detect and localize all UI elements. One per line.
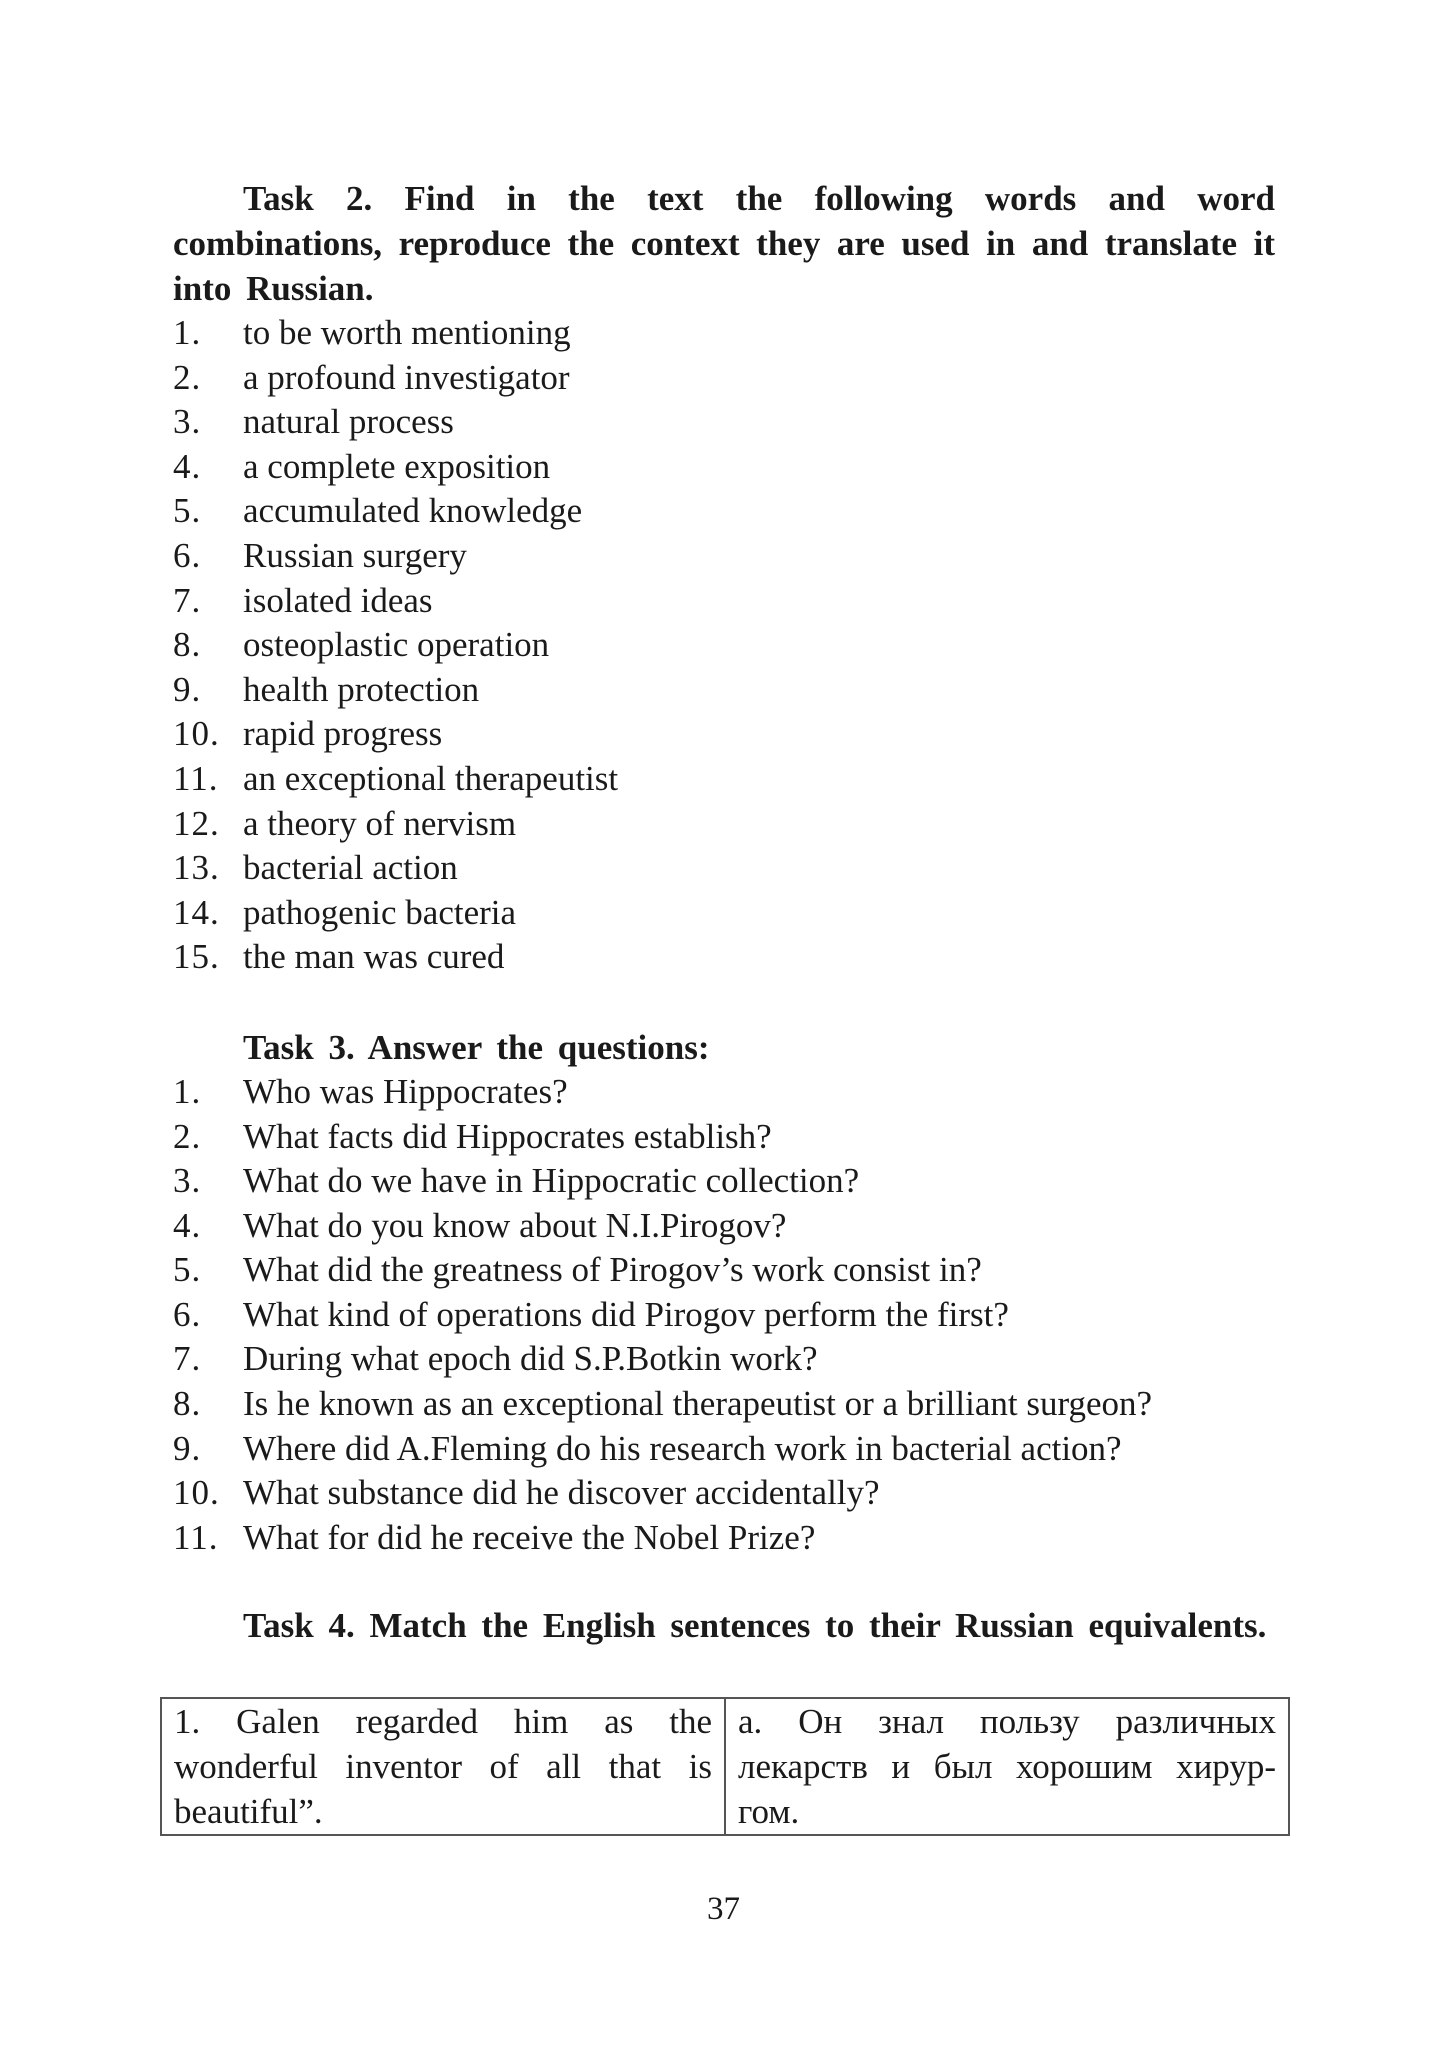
item-number: 9. [173, 669, 202, 709]
item-text: What facts did Hippocrates establish? [243, 1116, 772, 1156]
list-item [173, 1070, 1275, 1115]
item-number: 9. [173, 1428, 202, 1468]
task-3-heading: Task 3. Answer the questions: [243, 1027, 710, 1067]
list-item [173, 712, 1275, 757]
item-text: an exceptional therapeutist [243, 758, 619, 798]
item-number: 2. [173, 1116, 202, 1156]
item-number: 13. [173, 848, 220, 888]
page-number: 37 [707, 1891, 740, 1927]
item-text: What kind of operations did Pirogov perform the first? [243, 1294, 1009, 1334]
list-item [173, 534, 1275, 579]
item-text: a theory of nervism [243, 803, 517, 843]
list-item [173, 891, 1275, 936]
item-text: What for did he receive the Nobel Prize? [243, 1517, 816, 1557]
item-text: isolated ideas [243, 580, 433, 620]
list-item [173, 1427, 1275, 1472]
list-item [173, 846, 1275, 891]
item-text: the man was cured [243, 937, 505, 977]
item-text: Russian surgery [243, 535, 467, 575]
list-item [173, 1337, 1275, 1382]
matching-table [160, 1697, 1290, 1836]
item-text: rapid progress [243, 714, 443, 754]
item-text: to be worth mentioning [243, 313, 571, 352]
list-item [173, 1248, 1275, 1293]
list-item [173, 802, 1275, 847]
item-text: What do you know about N.I.Pirogov? [243, 1205, 787, 1245]
list-item [173, 668, 1275, 713]
item-number: 6. [173, 1294, 202, 1334]
list-item [173, 1516, 1275, 1561]
spacer [173, 980, 1275, 1025]
list-item [173, 445, 1275, 490]
item-text: pathogenic bacteria [243, 892, 517, 932]
item-number: 3. [173, 402, 202, 442]
item-number: 1. [173, 1071, 202, 1111]
task-2-list [173, 311, 1275, 980]
list-item [173, 489, 1275, 534]
item-text: What do we have in Hippocratic collection? [243, 1161, 860, 1201]
item-number: 4. [173, 1205, 202, 1245]
russian-sentence-cell: a. Он знал пользу различных лекарств и был хорошим хирур-гом. [725, 1698, 1289, 1835]
item-number: 8. [173, 625, 202, 665]
item-number: 5. [173, 491, 202, 531]
table-row [161, 1698, 1289, 1835]
task-2-heading: Task 2. Find in the text the following words and word combinations, reproduce the context they are used in and translate it into Russian. [173, 179, 1275, 308]
list-item [173, 356, 1275, 401]
item-text: Where did A.Fleming do his research work in bacterial action? [243, 1428, 1122, 1468]
item-text: a profound investigator [243, 357, 570, 397]
item-number: 10. [173, 1473, 220, 1513]
page-content [173, 176, 1275, 1648]
item-text: What did the greatness of Pirogov’s work consist in? [243, 1250, 982, 1290]
task-4-heading: Task 4. Match the English sentences to their Russian equivalents. [243, 1606, 1267, 1646]
english-sentence-cell: 1. Galen regarded him as the wonderful inventor of all that is beautiful”. [161, 1698, 725, 1835]
item-number: 11. [173, 758, 219, 798]
item-text: Is he known as an exceptional therapeutist or a brilliant surgeon? [243, 1384, 1153, 1424]
item-text: natural process [243, 402, 454, 442]
list-item [173, 1382, 1275, 1427]
list-item [173, 579, 1275, 624]
item-number: 3. [173, 1161, 202, 1201]
item-number: 7. [173, 580, 202, 620]
item-number: 2. [173, 357, 202, 397]
item-text: a complete exposition [243, 446, 551, 486]
task-3-list [173, 1070, 1275, 1561]
item-number: 4. [173, 446, 202, 486]
item-text: During what epoch did S.P.Botkin work? [243, 1339, 818, 1379]
item-text: accumulated knowledge [243, 491, 583, 531]
item-number: 8. [173, 1384, 202, 1424]
item-number: 14. [173, 892, 220, 932]
list-item [173, 311, 1275, 356]
item-text: osteoplastic operation [243, 625, 550, 665]
item-number: 6. [173, 535, 202, 575]
list-item [173, 623, 1275, 668]
item-text: What substance did he discover accidentally? [243, 1473, 880, 1513]
item-number: 12. [173, 803, 220, 843]
item-number: 1. [173, 313, 202, 352]
list-item [173, 1204, 1275, 1249]
item-text: bacterial action [243, 848, 458, 888]
item-number: 7. [173, 1339, 202, 1379]
item-number: 11. [173, 1517, 219, 1557]
list-item [173, 1293, 1275, 1338]
list-item [173, 1471, 1275, 1516]
list-item [173, 1115, 1275, 1160]
list-item [173, 400, 1275, 445]
item-number: 5. [173, 1250, 202, 1290]
item-text: Who was Hippocrates? [243, 1071, 568, 1111]
item-text: health protection [243, 669, 480, 709]
list-item [173, 1159, 1275, 1204]
list-item [173, 935, 1275, 980]
item-number: 15. [173, 937, 220, 977]
item-number: 10. [173, 714, 220, 754]
list-item [173, 757, 1275, 802]
spacer [173, 1560, 1275, 1603]
